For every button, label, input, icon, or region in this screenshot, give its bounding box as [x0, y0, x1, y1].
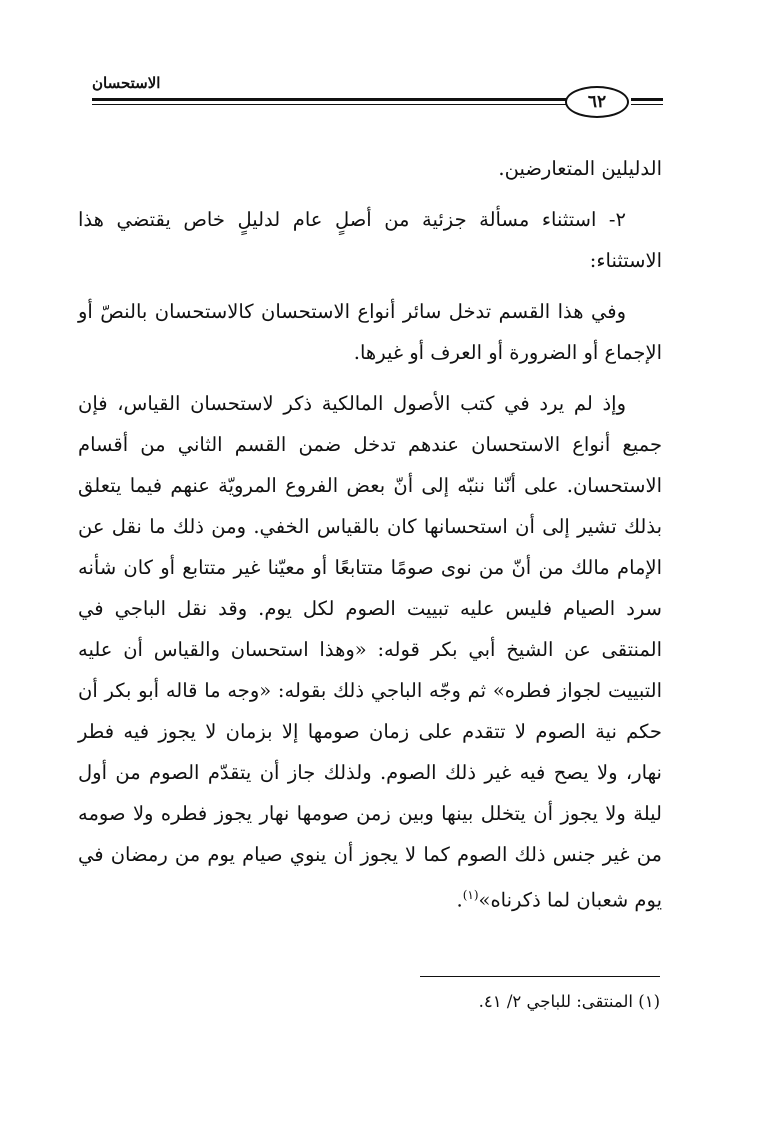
paragraph-4-end: .	[456, 888, 463, 912]
paragraph-1: الدليلين المتعارضين.	[498, 157, 662, 180]
page-number	[565, 86, 629, 118]
footnote: (١) المنتقى: للباجي ٢/ ٤١.	[478, 992, 660, 1011]
page-number-text: ٦٢	[587, 92, 607, 112]
paragraph-4	[78, 383, 662, 921]
paragraph-4-text: وإذ لم يرد في كتب الأصول المالكية ذكر لاستحسان القياس، فإن جميع أنواع الاستحسان عندهم تدخل ضمن القسم الثاني من أقسام الاستحسان. على أنّنا ننبّه إلى أنّ بعض الفروع المرويّة عنهم فيما يتعلق بذلك تشير إلى أن استحسانها كان بالقياس الخفي. ومن ذلك ما نقل عن الإمام مالك من أنّ من نوى صومًا متتابعًا أو معيّنا غير متتابع أو كان شأنه سرد الصيام فليس عليه تبييت الصوم لكل يوم. وقد نقل الباجي في المنتقى عن الشيخ أبي بكر قوله: «وهذا استحسان والقياس أن عليه التبييت لجواز فطره» ثم وجّه الباجي ذلك بقوله: «وجه ما قاله أبو بكر أن حكم نية الصوم لا تتقدم على زمان صومها إلا بزمان لا يجوز فيه فطر نهار، ولا يصح فيه غير ذلك الصوم. ولذلك جاز أن يتقدّم الصوم من أول ليلة ولا يجوز أن يتخلل بينها وبين زمن صومها نهار يجوز فطره ولا صومه من غير جنس ذلك الصوم كما لا يجوز أن ينوي صيام يوم من رمضان في يوم شعبان لما ذكرناه»	[78, 392, 662, 912]
footnote-divider	[420, 976, 660, 977]
header-rule	[92, 98, 628, 108]
paragraph-2: ٢- استثناء مسألة جزئية من أصلٍ عام لدليلٍ خاص يقتضي هذا الاستثناء:	[78, 208, 662, 272]
body-text	[78, 148, 662, 931]
running-title: الاستحسان	[92, 74, 161, 92]
paragraph-3: وفي هذا القسم تدخل سائر أنواع الاستحسان كالاستحسان بالنصّ أو الإجماع أو الضرورة أو العرف أو غيرها.	[78, 300, 662, 364]
footnote-reference: (١)	[462, 888, 479, 902]
header-rule-tail	[631, 98, 663, 108]
